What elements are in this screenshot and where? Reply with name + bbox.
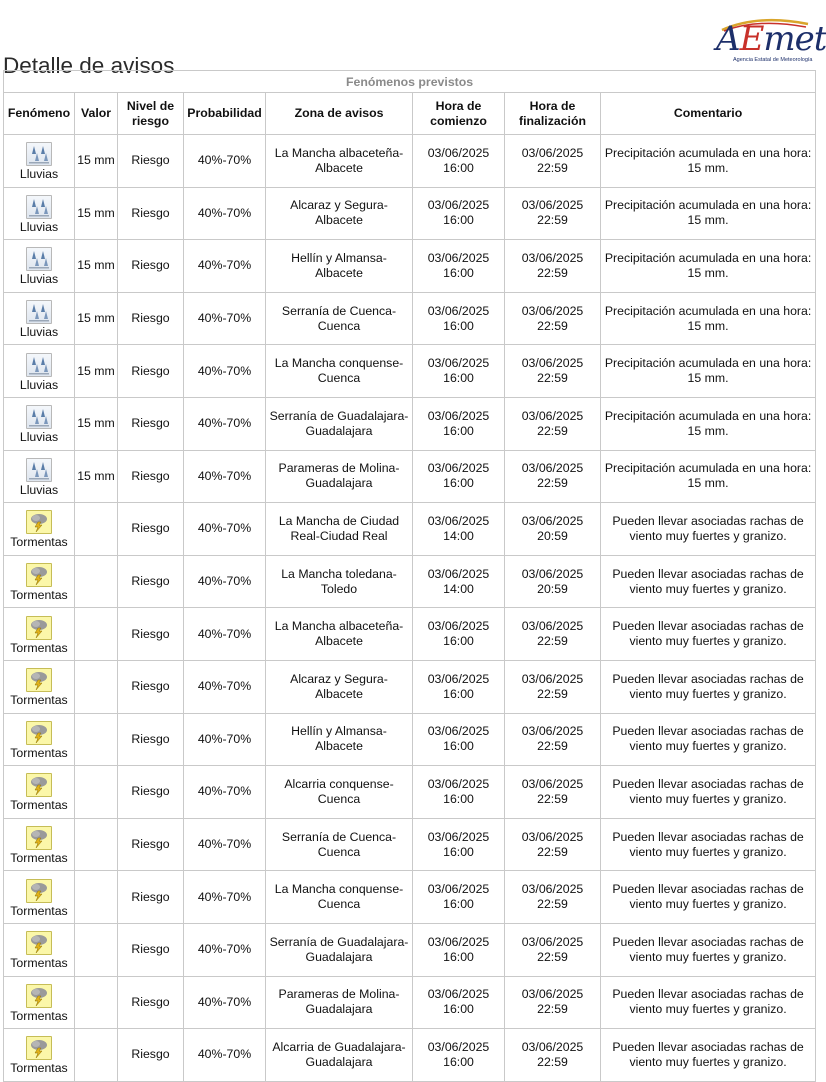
phenomenon-label: Tormentas [10, 588, 68, 603]
col-probability-header: Probabilidad [184, 93, 266, 135]
zone-cell: Serranía de Cuenca-Cuenca [266, 292, 413, 345]
start-time-cell: 03/06/2025 16:00 [413, 397, 505, 450]
rain-icon [26, 142, 52, 166]
start-time-cell: 03/06/2025 16:00 [413, 1029, 505, 1082]
end-time-cell: 03/06/2025 22:59 [505, 871, 601, 924]
phenomenon-cell [4, 713, 75, 766]
phenomenon-cell [4, 450, 75, 503]
value-cell [75, 713, 118, 766]
probability-cell: 40%-70% [184, 345, 266, 398]
comment-cell: Pueden llevar asociadas rachas de viento muy fuertes y granizo. [601, 503, 816, 556]
start-time-cell: 03/06/2025 16:00 [413, 292, 505, 345]
phenomenon-label: Tormentas [10, 535, 68, 550]
phenomenon-label: Tormentas [10, 798, 68, 813]
phenomenon-cell [4, 345, 75, 398]
group-header: Fenómenos previstos [4, 71, 816, 93]
comment-cell: Precipitación acumulada en una hora: 15 mm. [601, 397, 816, 450]
risk-level-cell: Riesgo [118, 450, 184, 503]
risk-level-cell: Riesgo [118, 766, 184, 819]
value-cell [75, 608, 118, 661]
phenomenon-cell [4, 555, 75, 608]
phenomenon-cell [4, 503, 75, 556]
table-row [4, 503, 816, 556]
end-time-cell: 03/06/2025 22:59 [505, 660, 601, 713]
probability-cell: 40%-70% [184, 503, 266, 556]
value-cell: 15 mm [75, 345, 118, 398]
rain-icon [26, 458, 52, 482]
table-row [4, 766, 816, 819]
value-cell: 15 mm [75, 135, 118, 188]
comment-cell: Pueden llevar asociadas rachas de viento muy fuertes y granizo. [601, 660, 816, 713]
col-end-time-header: Hora de finalización [505, 93, 601, 135]
table-row [4, 1029, 816, 1082]
zone-cell: La Mancha toledana-Toledo [266, 555, 413, 608]
comment-cell: Pueden llevar asociadas rachas de viento muy fuertes y granizo. [601, 818, 816, 871]
phenomenon-label: Lluvias [19, 272, 59, 287]
zone-cell: Alcaraz y Segura-Albacete [266, 660, 413, 713]
phenomenon-cell [4, 397, 75, 450]
comment-cell: Pueden llevar asociadas rachas de viento muy fuertes y granizo. [601, 608, 816, 661]
storm-icon [26, 931, 52, 955]
risk-level-cell: Riesgo [118, 660, 184, 713]
probability-cell: 40%-70% [184, 1029, 266, 1082]
risk-level-cell: Riesgo [118, 1029, 184, 1082]
table-row [4, 345, 816, 398]
phenomenon-cell [4, 608, 75, 661]
phenomenon-label: Tormentas [10, 640, 68, 655]
risk-level-cell: Riesgo [118, 818, 184, 871]
phenomenon-label: Lluvias [19, 377, 59, 392]
risk-level-cell: Riesgo [118, 240, 184, 293]
rain-icon [26, 247, 52, 271]
comment-cell: Pueden llevar asociadas rachas de viento muy fuertes y granizo. [601, 923, 816, 976]
end-time-cell: 03/06/2025 22:59 [505, 345, 601, 398]
table-row [4, 923, 816, 976]
table-row [4, 135, 816, 188]
table-row [4, 976, 816, 1029]
risk-level-cell: Riesgo [118, 292, 184, 345]
comment-cell: Precipitación acumulada en una hora: 15 mm. [601, 292, 816, 345]
zone-cell: Hellín y Almansa-Albacete [266, 240, 413, 293]
comment-cell: Pueden llevar asociadas rachas de viento muy fuertes y granizo. [601, 713, 816, 766]
storm-icon [26, 879, 52, 903]
probability-cell: 40%-70% [184, 555, 266, 608]
start-time-cell: 03/06/2025 16:00 [413, 923, 505, 976]
zone-cell: La Mancha conquense-Cuenca [266, 871, 413, 924]
phenomenon-label: Lluvias [19, 482, 59, 497]
end-time-cell: 03/06/2025 22:59 [505, 397, 601, 450]
probability-cell: 40%-70% [184, 923, 266, 976]
table-row [4, 818, 816, 871]
probability-cell: 40%-70% [184, 976, 266, 1029]
storm-icon [26, 984, 52, 1008]
start-time-cell: 03/06/2025 16:00 [413, 818, 505, 871]
storm-icon [26, 826, 52, 850]
table-row [4, 555, 816, 608]
rain-icon [26, 300, 52, 324]
storm-icon [26, 563, 52, 587]
zone-cell: Serranía de Cuenca-Cuenca [266, 818, 413, 871]
probability-cell: 40%-70% [184, 713, 266, 766]
start-time-cell: 03/06/2025 16:00 [413, 976, 505, 1029]
phenomenon-cell [4, 818, 75, 871]
phenomenon-label: Tormentas [10, 1008, 68, 1023]
storm-icon [26, 721, 52, 745]
value-cell: 15 mm [75, 187, 118, 240]
warnings-table-body [4, 135, 816, 1082]
phenomenon-cell [4, 187, 75, 240]
end-time-cell: 03/06/2025 22:59 [505, 766, 601, 819]
value-cell [75, 976, 118, 1029]
column-header-row [4, 93, 816, 135]
comment-cell: Precipitación acumulada en una hora: 15 mm. [601, 450, 816, 503]
comment-cell: Pueden llevar asociadas rachas de viento muy fuertes y granizo. [601, 976, 816, 1029]
phenomenon-cell [4, 976, 75, 1029]
value-cell [75, 923, 118, 976]
value-cell [75, 818, 118, 871]
probability-cell: 40%-70% [184, 450, 266, 503]
comment-cell: Pueden llevar asociadas rachas de viento muy fuertes y granizo. [601, 555, 816, 608]
end-time-cell: 03/06/2025 22:59 [505, 976, 601, 1029]
zone-cell: Serranía de Guadalajara-Guadalajara [266, 923, 413, 976]
phenomenon-label: Tormentas [10, 851, 68, 866]
table-row [4, 240, 816, 293]
end-time-cell: 03/06/2025 22:59 [505, 713, 601, 766]
table-row [4, 187, 816, 240]
comment-cell: Precipitación acumulada en una hora: 15 mm. [601, 345, 816, 398]
value-cell: 15 mm [75, 397, 118, 450]
probability-cell: 40%-70% [184, 660, 266, 713]
col-comment-header: Comentario [601, 93, 816, 135]
logo-subtitle: Agencia Estatal de Meteorología [733, 57, 813, 63]
table-row [4, 660, 816, 713]
zone-cell: La Mancha albaceteña-Albacete [266, 135, 413, 188]
page-title: Detalle de avisos [3, 53, 175, 79]
end-time-cell: 03/06/2025 22:59 [505, 292, 601, 345]
comment-cell: Precipitación acumulada en una hora: 15 mm. [601, 135, 816, 188]
logo-wordmark: AEmet [716, 19, 826, 59]
aemet-logo [716, 19, 826, 66]
zone-cell: La Mancha albaceteña-Albacete [266, 608, 413, 661]
phenomenon-label: Lluvias [19, 325, 59, 340]
zone-cell: Alcarria conquense-Cuenca [266, 766, 413, 819]
risk-level-cell: Riesgo [118, 713, 184, 766]
value-cell [75, 871, 118, 924]
comment-cell: Pueden llevar asociadas rachas de viento muy fuertes y granizo. [601, 1029, 816, 1082]
value-cell: 15 mm [75, 292, 118, 345]
end-time-cell: 03/06/2025 20:59 [505, 555, 601, 608]
end-time-cell: 03/06/2025 22:59 [505, 135, 601, 188]
zone-cell: La Mancha de Ciudad Real-Ciudad Real [266, 503, 413, 556]
phenomenon-cell [4, 871, 75, 924]
table-row [4, 871, 816, 924]
comment-cell: Pueden llevar asociadas rachas de viento muy fuertes y granizo. [601, 871, 816, 924]
storm-icon [26, 616, 52, 640]
start-time-cell: 03/06/2025 16:00 [413, 871, 505, 924]
col-phenomenon-header: Fenómeno [4, 93, 75, 135]
phenomenon-label: Lluvias [19, 167, 59, 182]
risk-level-cell: Riesgo [118, 976, 184, 1029]
start-time-cell: 03/06/2025 14:00 [413, 555, 505, 608]
zone-cell: Serranía de Guadalajara-Guadalajara [266, 397, 413, 450]
value-cell [75, 766, 118, 819]
probability-cell: 40%-70% [184, 608, 266, 661]
probability-cell: 40%-70% [184, 871, 266, 924]
risk-level-cell: Riesgo [118, 187, 184, 240]
end-time-cell: 03/06/2025 22:59 [505, 450, 601, 503]
start-time-cell: 03/06/2025 16:00 [413, 660, 505, 713]
value-cell [75, 660, 118, 713]
value-cell [75, 555, 118, 608]
start-time-cell: 03/06/2025 16:00 [413, 608, 505, 661]
phenomenon-cell [4, 292, 75, 345]
zone-cell: La Mancha conquense-Cuenca [266, 345, 413, 398]
value-cell [75, 503, 118, 556]
start-time-cell: 03/06/2025 16:00 [413, 135, 505, 188]
warnings-table [3, 70, 816, 1082]
phenomenon-cell [4, 923, 75, 976]
storm-icon [26, 1036, 52, 1060]
phenomenon-cell [4, 1029, 75, 1082]
risk-level-cell: Riesgo [118, 923, 184, 976]
phenomenon-cell [4, 240, 75, 293]
probability-cell: 40%-70% [184, 292, 266, 345]
storm-icon [26, 668, 52, 692]
phenomenon-label: Tormentas [10, 693, 68, 708]
rain-icon [26, 405, 52, 429]
start-time-cell: 03/06/2025 16:00 [413, 345, 505, 398]
end-time-cell: 03/06/2025 22:59 [505, 818, 601, 871]
start-time-cell: 03/06/2025 14:00 [413, 503, 505, 556]
table-row [4, 397, 816, 450]
risk-level-cell: Riesgo [118, 135, 184, 188]
value-cell [75, 1029, 118, 1082]
table-row [4, 608, 816, 661]
table-row [4, 713, 816, 766]
probability-cell: 40%-70% [184, 766, 266, 819]
end-time-cell: 03/06/2025 22:59 [505, 187, 601, 240]
col-risk-level-header: Nivel de riesgo [118, 93, 184, 135]
comment-cell: Precipitación acumulada en una hora: 15 mm. [601, 240, 816, 293]
end-time-cell: 03/06/2025 22:59 [505, 1029, 601, 1082]
start-time-cell: 03/06/2025 16:00 [413, 187, 505, 240]
phenomenon-label: Tormentas [10, 956, 68, 971]
table-row [4, 450, 816, 503]
value-cell: 15 mm [75, 450, 118, 503]
risk-level-cell: Riesgo [118, 871, 184, 924]
comment-cell: Precipitación acumulada en una hora: 15 mm. [601, 187, 816, 240]
storm-icon [26, 510, 52, 534]
risk-level-cell: Riesgo [118, 503, 184, 556]
phenomenon-label: Tormentas [10, 1061, 68, 1076]
end-time-cell: 03/06/2025 22:59 [505, 240, 601, 293]
probability-cell: 40%-70% [184, 135, 266, 188]
start-time-cell: 03/06/2025 16:00 [413, 450, 505, 503]
zone-cell: Parameras de Molina-Guadalajara [266, 976, 413, 1029]
start-time-cell: 03/06/2025 16:00 [413, 240, 505, 293]
comment-cell: Pueden llevar asociadas rachas de viento muy fuertes y granizo. [601, 766, 816, 819]
risk-level-cell: Riesgo [118, 345, 184, 398]
phenomenon-cell [4, 766, 75, 819]
end-time-cell: 03/06/2025 20:59 [505, 503, 601, 556]
phenomenon-cell [4, 135, 75, 188]
value-cell: 15 mm [75, 240, 118, 293]
probability-cell: 40%-70% [184, 240, 266, 293]
phenomenon-cell [4, 660, 75, 713]
zone-cell: Parameras de Molina-Guadalajara [266, 450, 413, 503]
start-time-cell: 03/06/2025 16:00 [413, 713, 505, 766]
risk-level-cell: Riesgo [118, 397, 184, 450]
table-row [4, 292, 816, 345]
probability-cell: 40%-70% [184, 397, 266, 450]
phenomenon-label: Tormentas [10, 903, 68, 918]
phenomenon-label: Lluvias [19, 219, 59, 234]
col-zone-header: Zona de avisos [266, 93, 413, 135]
probability-cell: 40%-70% [184, 187, 266, 240]
zone-cell: Alcarria de Guadalajara-Guadalajara [266, 1029, 413, 1082]
col-value-header: Valor [75, 93, 118, 135]
phenomenon-label: Tormentas [10, 745, 68, 760]
phenomenon-label: Lluvias [19, 430, 59, 445]
probability-cell: 40%-70% [184, 818, 266, 871]
risk-level-cell: Riesgo [118, 555, 184, 608]
col-start-time-header: Hora de comienzo [413, 93, 505, 135]
risk-level-cell: Riesgo [118, 608, 184, 661]
start-time-cell: 03/06/2025 16:00 [413, 766, 505, 819]
end-time-cell: 03/06/2025 22:59 [505, 923, 601, 976]
rain-icon [26, 353, 52, 377]
end-time-cell: 03/06/2025 22:59 [505, 608, 601, 661]
zone-cell: Hellín y Almansa-Albacete [266, 713, 413, 766]
storm-icon [26, 773, 52, 797]
zone-cell: Alcaraz y Segura-Albacete [266, 187, 413, 240]
rain-icon [26, 195, 52, 219]
